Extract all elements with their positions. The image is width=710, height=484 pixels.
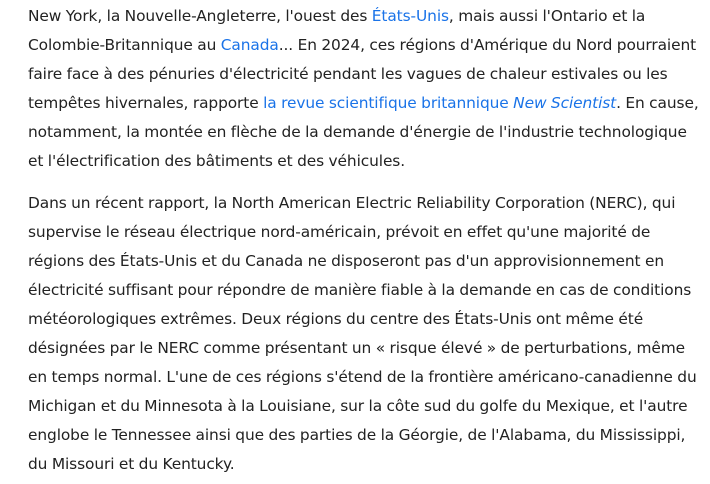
paragraph-1 (28, 2, 704, 176)
link-new-scientist[interactable] (263, 94, 616, 112)
link-etats-unis[interactable]: États-Unis (371, 7, 449, 25)
paragraph-1-text-3: ... En 2024, ces régions d'Amérique du Nord pourraient faire face à des pénuries d'électricité pendant les vagues de chaleur estivales ou les tempêtes hivernales, rapporte (28, 36, 697, 112)
link-canada[interactable]: Canada (220, 36, 279, 54)
link-new-scientist-title: New Scientist (513, 94, 617, 112)
article-body (28, 2, 704, 479)
paragraph-2: Dans un récent rapport, la North American Electric Reliability Corporation (NERC), qui supervise le réseau électrique nord-américain, prévoit en effet qu'une majorité de régions des États-Unis et du Canada ne disposeront pas d'un approvisionnement en électricité suffisant pour répondre de manière fiable à la demande en cas de conditions météorologiques extrêmes. Deux régions du centre des États-Unis ont même été désignées par le NERC comme présentant un « risque élevé » de perturbations, même en temps normal. L'une de ces régions s'étend de la frontière américano-canadienne du Michigan et du Minnesota à la Louisiane, sur la côte sud du golfe du Mexique, et l'autre englobe le Tennessee ainsi que des parties de la Géorgie, de l'Alabama, du Mississippi, du Missouri et du Kentucky. (28, 194, 697, 473)
link-new-scientist-label: la revue scientifique britannique (263, 94, 514, 112)
paragraph-1-text-1: New York, la Nouvelle-Angleterre, l'ouest des (28, 7, 372, 25)
paragraph-1-text-2: , mais aussi l'Ontario et la Colombie-Britannique au (28, 7, 646, 54)
paragraph-1-text-4: . En cause, notamment, la montée en flèche de la demande d'énergie de l'industrie technologique et l'électrification des bâtiments et des véhicules. (28, 94, 699, 170)
